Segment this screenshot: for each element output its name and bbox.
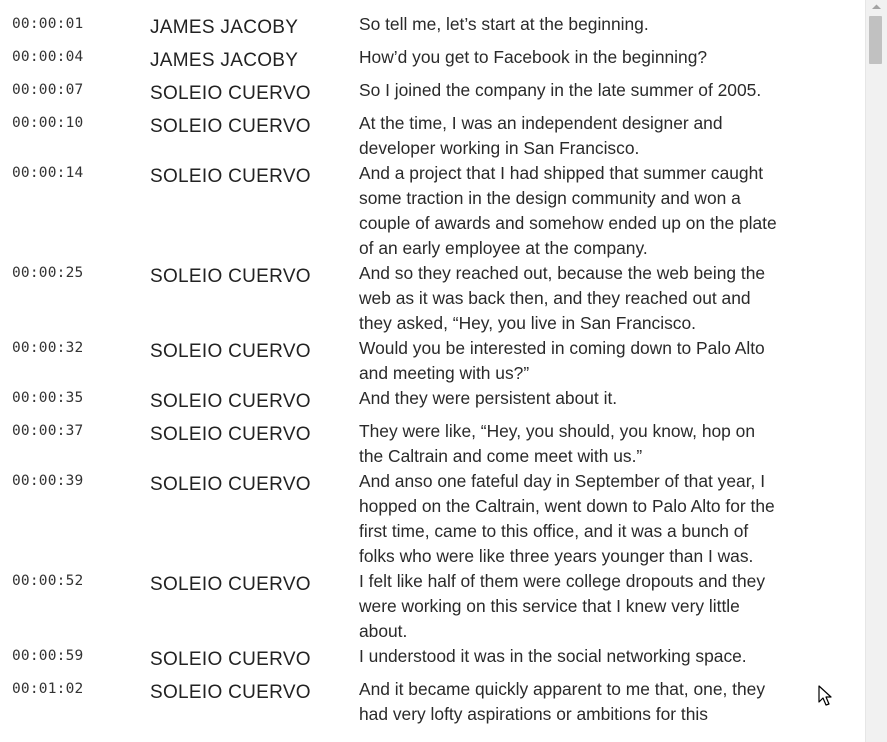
- scrollbar-thumb[interactable]: [869, 16, 882, 64]
- timecode: 00:00:10: [12, 115, 84, 131]
- transcript-text: And anso one fateful day in September of that year, I hopped on the Caltrain, went down to Palo Alto for the first time, came to this office, and it was a bunch of folks who were like three years younger than I was.: [359, 471, 775, 566]
- transcript-row: [0, 419, 865, 469]
- speaker-name: SOLEIO CUERVO: [150, 424, 311, 445]
- timecode: 00:00:39: [12, 473, 84, 489]
- timecode: 00:00:37: [12, 423, 84, 439]
- transcript-row: [0, 569, 865, 644]
- transcript-row: [0, 111, 865, 161]
- transcript-text: And a project that I had shipped that summer caught some traction in the design community and won a couple of awards and somehow ended up on the plate of an early employee at the company.: [359, 163, 777, 258]
- transcript-row: [0, 12, 865, 45]
- transcript-text: How’d you get to Facebook in the beginning?: [359, 47, 708, 67]
- transcript-text: And it became quickly apparent to me that, one, they had very lofty aspirations or ambitions for this: [359, 679, 766, 724]
- transcript-text: Would you be interested in coming down to Palo Alto and meeting with us?”: [359, 338, 765, 383]
- speaker-name: SOLEIO CUERVO: [150, 682, 311, 703]
- timecode: 00:00:07: [12, 82, 84, 98]
- speaker-name: SOLEIO CUERVO: [150, 266, 311, 287]
- scroll-up-arrow-icon[interactable]: [866, 0, 887, 14]
- transcript-text: I understood it was in the social networking space.: [359, 646, 747, 666]
- transcript-row: [0, 386, 865, 419]
- speaker-name: SOLEIO CUERVO: [150, 166, 311, 187]
- transcript-text: They were like, “Hey, you should, you know, hop on the Caltrain and come meet with us.”: [359, 421, 756, 466]
- timecode: 00:00:32: [12, 340, 84, 356]
- timecode: 00:00:25: [12, 265, 84, 281]
- speaker-name: SOLEIO CUERVO: [150, 391, 311, 412]
- timecode: 00:00:01: [12, 16, 84, 32]
- speaker-name: SOLEIO CUERVO: [150, 341, 311, 362]
- transcript-row: [0, 261, 865, 336]
- speaker-name: SOLEIO CUERVO: [150, 116, 311, 137]
- timecode: 00:00:35: [12, 390, 84, 406]
- transcript-row: [0, 336, 865, 386]
- transcript-text: So I joined the company in the late summer of 2005.: [359, 80, 762, 100]
- transcript-row: [0, 644, 865, 677]
- speaker-name: SOLEIO CUERVO: [150, 474, 311, 495]
- speaker-name: JAMES JACOBY: [150, 17, 299, 38]
- transcript-row: [0, 161, 865, 261]
- speaker-name: SOLEIO CUERVO: [150, 574, 311, 595]
- timecode: 00:00:14: [12, 165, 84, 181]
- transcript-row: [0, 677, 865, 727]
- speaker-name: JAMES JACOBY: [150, 50, 299, 71]
- mouse-pointer-icon: [818, 685, 834, 707]
- transcript-text: I felt like half of them were college dropouts and they were working on this service that I knew very little about.: [359, 571, 766, 641]
- timecode: 00:00:59: [12, 648, 84, 664]
- transcript-row: [0, 45, 865, 78]
- vertical-scrollbar[interactable]: [865, 0, 887, 742]
- transcript-row: [0, 78, 865, 111]
- timecode: 00:00:04: [12, 49, 84, 65]
- speaker-name: SOLEIO CUERVO: [150, 83, 311, 104]
- transcript-text: And they were persistent about it.: [359, 388, 618, 408]
- transcript-list: [0, 12, 865, 727]
- transcript-row: [0, 469, 865, 569]
- transcript-text: At the time, I was an independent designer and developer working in San Francisco.: [359, 113, 723, 158]
- transcript-text: So tell me, let’s start at the beginning.: [359, 14, 649, 34]
- timecode: 00:00:52: [12, 573, 84, 589]
- transcript-text: And so they reached out, because the web being the web as it was back then, and they reached out and they asked, “Hey, you live in San Francisco.: [359, 263, 766, 333]
- timecode: 00:01:02: [12, 681, 84, 697]
- speaker-name: SOLEIO CUERVO: [150, 649, 311, 670]
